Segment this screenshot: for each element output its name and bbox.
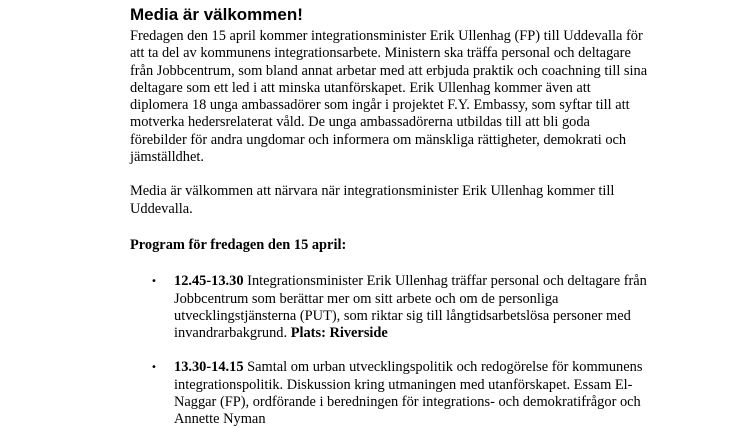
spacer [130, 218, 650, 237]
program-item-2 [130, 359, 650, 428]
bullet-icon: • [151, 362, 157, 374]
document-page [130, 0, 650, 446]
media-invite-paragraph: Media är välkommen att närvara när integrationsminister Erik Ullenhag kommer till Uddevalla. [130, 183, 615, 217]
document-title: Media är välkommen! [130, 5, 303, 24]
spacer [130, 166, 650, 183]
program-description: Integrationsminister Erik Ullenhag träffar personal och deltagare från Jobbcentrum som berättar mer om sitt arbete och om de personliga utvecklingstjänsterna (PUT), som riktar sig till långtidsarbetslösa personer med invandrarbakgrund. [174, 273, 647, 342]
bullet-icon: • [151, 276, 157, 288]
program-time: 13.30-14.15 [174, 359, 244, 376]
program-time: 12.45-13.30 [174, 273, 244, 290]
program-heading: Program för fredagen den 15 april: [130, 236, 347, 253]
program-item-1 [130, 273, 650, 342]
program-description: Samtal om urban utvecklingspolitik och redogörelse för kommunens integrationspolitik. Diskussion kring utmaningen med utanförskapet. Essam El-Naggar (FP), ordförande i beredningen för integrations- och demokratifrågor och Annette Nyman [174, 359, 643, 428]
program-list [130, 273, 650, 428]
program-place: Plats: Riverside [290, 325, 388, 342]
intro-paragraph: Fredagen den 15 april kommer integrationsminister Erik Ullenhag (FP) till Uddevalla för att ta del av kommunens integrationsarbete. Ministern ska träffa personal och deltagare från Jobbcentrum, som bland annat arbetar med att erbjuda praktik och coachning till sina deltagare som ett led i att minska utanförskapet. Erik Ullenhag kommer även att diplomera 18 unga ambassadörer som ingår i projektet F.Y. Embassy, som syftar till att motverka hedersrelaterat våld. De unga ambassadörerna utbildas till att bli goda förebilder för andra ungdomar och informera om mänskliga rättigheter, demokrati och jämställdhet. [130, 28, 648, 166]
